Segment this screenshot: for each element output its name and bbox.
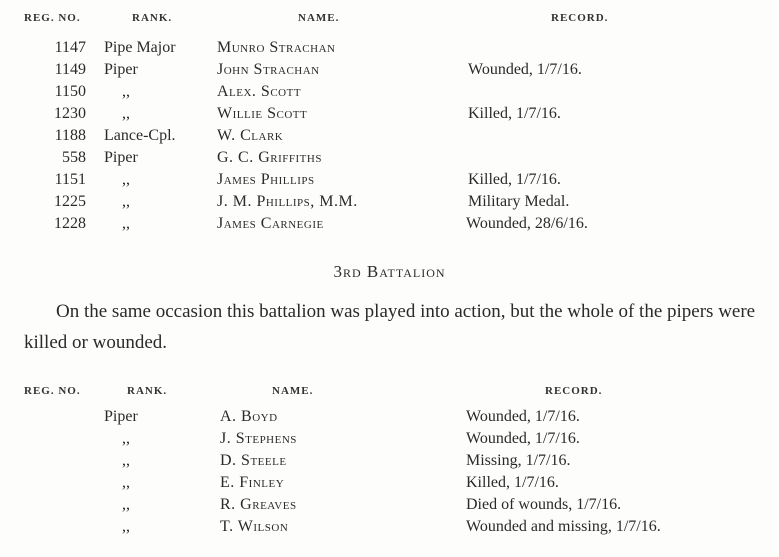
rank: ,,	[122, 215, 130, 232]
name: D. Steele	[220, 452, 287, 469]
table-row	[0, 215, 779, 237]
name: Willie Scott	[217, 105, 308, 122]
rank: ,,	[122, 105, 130, 122]
rank: Piper	[104, 149, 138, 166]
table-row	[0, 105, 779, 127]
table1-header-reg: REG. NO.	[24, 12, 81, 24]
name: James Carnegie	[217, 215, 324, 232]
table-row	[0, 496, 779, 518]
table2-header-record: RECORD.	[545, 385, 603, 397]
reg-no: 1188	[54, 127, 86, 144]
table2-header-name: NAME.	[272, 385, 314, 397]
reg-no: 1225	[54, 193, 86, 210]
table-row	[0, 39, 779, 61]
name: R. Greaves	[220, 496, 297, 513]
table-row	[0, 193, 779, 215]
table-row	[0, 61, 779, 83]
record: Wounded, 1/7/16.	[466, 430, 580, 447]
rank: ,,	[122, 83, 130, 100]
reg-no: 1147	[54, 39, 86, 56]
table1-header-name: NAME.	[298, 12, 340, 24]
rank: ,,	[122, 193, 130, 210]
name: G. C. Griffiths	[217, 149, 322, 166]
rank: Lance-Cpl.	[104, 127, 176, 144]
table1-header-rank: RANK.	[132, 12, 173, 24]
reg-no: 1228	[54, 215, 86, 232]
rank: Piper	[104, 61, 138, 78]
rank: ,,	[122, 496, 130, 513]
table-row	[0, 83, 779, 105]
record: Killed, 1/7/16.	[468, 171, 561, 188]
record: Missing, 1/7/16.	[466, 452, 571, 469]
reg-no: 1150	[54, 83, 86, 100]
record: Military Medal.	[468, 193, 570, 210]
record: Wounded, 1/7/16.	[466, 408, 580, 425]
table2-header-reg: REG. NO.	[24, 385, 81, 397]
body-paragraph: On the same occasion this battalion was played into action, but the whole of the pipers were killed or wounded.	[24, 301, 756, 353]
reg-no: 1230	[54, 105, 86, 122]
reg-no: 1151	[54, 171, 86, 188]
table-row	[0, 452, 779, 474]
section-heading: 3rd Battalion	[333, 262, 446, 281]
table-row	[0, 171, 779, 193]
record: Died of wounds, 1/7/16.	[466, 496, 622, 513]
record: Wounded, 28/6/16.	[466, 215, 588, 232]
reg-no: 1149	[54, 61, 86, 78]
rank: Pipe Major	[104, 39, 176, 56]
rank: Piper	[104, 408, 138, 425]
table-row	[0, 127, 779, 149]
name: Alex. Scott	[217, 83, 302, 100]
name: James Phillips	[217, 171, 315, 188]
name: E. Finley	[220, 474, 285, 491]
name: A. Boyd	[220, 408, 278, 425]
table-row	[0, 430, 779, 452]
name: W. Clark	[217, 127, 284, 144]
record: Killed, 1/7/16.	[466, 474, 559, 491]
name: J. M. Phillips, M.M.	[217, 193, 358, 210]
table-row	[0, 149, 779, 171]
name: Munro Strachan	[217, 39, 336, 56]
table-row	[0, 408, 779, 430]
record: Wounded, 1/7/16.	[468, 61, 582, 78]
rank: ,,	[122, 452, 130, 469]
rank: ,,	[122, 474, 130, 491]
table-row	[0, 518, 779, 540]
table-row	[0, 474, 779, 496]
rank: ,,	[122, 171, 130, 188]
name: J. Stephens	[220, 430, 297, 447]
table1-header-record: RECORD.	[551, 12, 609, 24]
name: John Strachan	[217, 61, 320, 78]
rank: ,,	[122, 430, 130, 447]
name: T. Wilson	[220, 518, 289, 535]
table2-header-rank: RANK.	[127, 385, 168, 397]
reg-no: 558	[62, 149, 86, 166]
rank: ,,	[122, 518, 130, 535]
record: Killed, 1/7/16.	[468, 105, 561, 122]
record: Wounded and missing, 1/7/16.	[466, 518, 661, 535]
